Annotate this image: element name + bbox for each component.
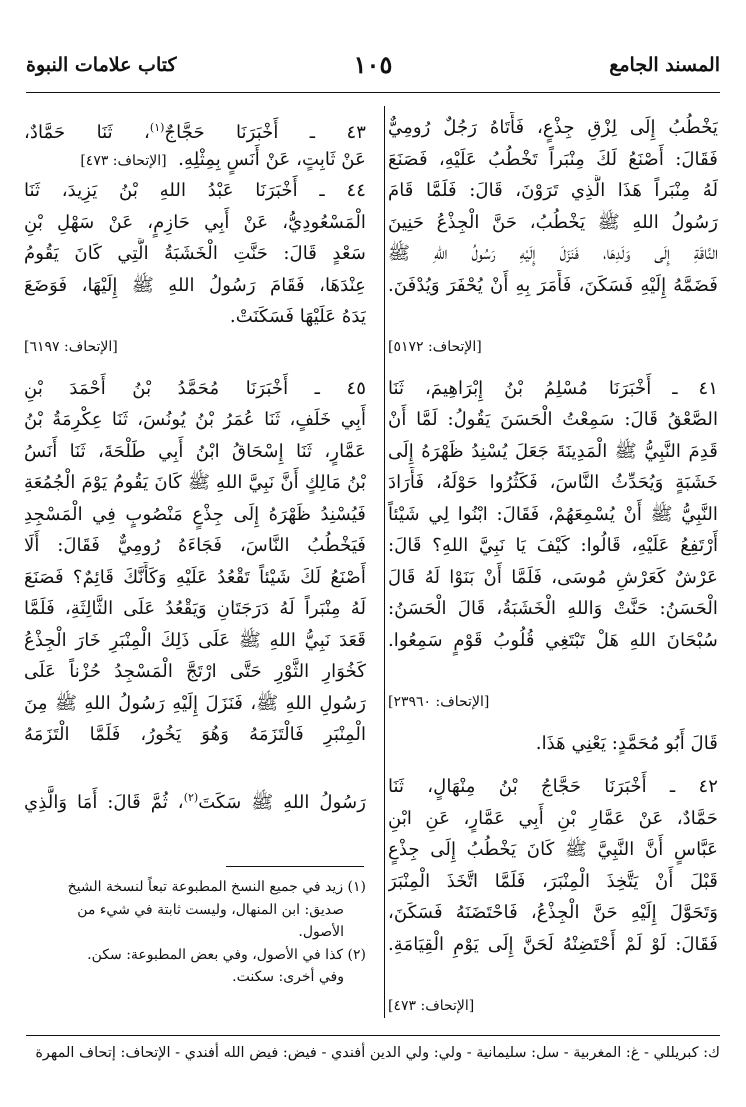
left-column (24, 112, 366, 814)
footer-rule (26, 1035, 720, 1036)
text-line: كَخُوَارِ الثَّوْرِ حَتَّى ارْتَجَّ الْمَسْجِدُ حُزْناً عَلَى (24, 661, 366, 682)
text-line: يَدَهُ عَلَيْهَا فَسَكَنَتْ. (229, 306, 366, 327)
header-rule (26, 92, 720, 93)
text-line: الْحَسَنُ: حَنَّتْ وَاللهِ الْخَشَبَةُ، قَالَ الْحَسَنُ: (388, 598, 718, 619)
column-divider (384, 106, 385, 1018)
text-line: عَمَّارٍ، ثَنَا إِسْحَاقُ ابْنُ أَبِي طَلْحَةَ، ثَنَا أَنَسُ (24, 440, 366, 462)
text-line: أَصْنَعُ لَكَ شَيْئاً تَقْعُدُ عَلَيْهِ وَكَأَنَّكَ قَائِمٌ؟ فَصَنَعَ (24, 566, 366, 588)
text-line: حَمَّادٌ، عَنْ عَمَّارِ بْنِ أَبِي عَمَّارٍ، عَنِ ابْنِ (388, 807, 718, 829)
text-line: عِنْدَهَا، فَقَامَ رَسُولُ اللهِ ﷺ إِلَيْهَا، فَوَضَعَ (24, 274, 366, 296)
manuscript-sigla-legend: ك: كبريللي - غ: المغربية - سل: سليمانية - ولي: ولي الدين أفندي - فيض: فيض الله أفندي - الإتحاف: إتحاف المهرة (35, 1045, 720, 1061)
hadith-43-start: ٤٣ ـ أَخْبَرَنَا حَجَّاجٌ$^{(١)}$، ثَنَا حَمَّادٌ، (24, 121, 366, 144)
footnote-2: (٢) كذا في الأصول، وفي بعض المطبوعة: سكن. (87, 946, 366, 963)
footnote-rule (226, 866, 364, 867)
ithaf-reference: [الإتحاف: ٤٧٣] (80, 152, 167, 169)
text-line: عَبَّاسٍ أَنَّ النَّبِيَّ ﷺ كَانَ يَخْطُبُ إِلَى جِذْعٍ (388, 839, 718, 860)
text-line: الْمَسْعُودِيُّ، عَنْ أَبِي حَازِمٍ، عَنْ سَهْلِ بْنِ (24, 211, 366, 233)
hadith-42-start: ٤٢ ـ أَخْبَرَنَا حَجَّاجُ بْنُ مِنْهَالٍ، ثَنَا (388, 776, 718, 797)
text-line (24, 751, 366, 783)
text-line: النَّبِيُّ ﷺ أَنْ يُسْمِعَهُمْ، فَقَالَ: ابْنُوا لِي شَيْئاً (388, 503, 718, 525)
text-line: قَالَ أَبُو مُحَمَّدٍ: يَعْنِي هَذَا. (535, 732, 718, 754)
text-line: بْنُ مَالِكٍ أَنَّ نَبِيَّ اللهِ ﷺ كَانَ يَقُومُ يَوْمَ الْجُمُعَةِ (24, 472, 366, 493)
text-line: الصَّعْقُ قَالَ: سَمِعْتُ الْحَسَنَ يَقُولُ: لَمَّا أَنْ (388, 409, 718, 430)
text-line: وَتَحَوَّلَ إِلَيْهِ حَنَّ الْجِذْعُ، فَاحْتَضَنَهُ فَسَكَنَ، (388, 902, 718, 923)
ithaf-reference: [الإتحاف: ٥١٧٢] (388, 338, 482, 355)
page-number: ١٠٥ (353, 50, 393, 79)
text-line: رَسُولُ اللهِ ﷺ سَكَتَ$^{(٢)}$، ثُمَّ قَالَ: أَمَا وَالَّذِي (24, 791, 366, 814)
footnote-2-cont: وفي أخرى: سكنت. (232, 969, 344, 985)
text-line (388, 960, 718, 992)
text-line: سُبْحَانَ اللهِ هَلْ تَبْتَغِي قُلُوبُ قَوْمٍ سَمِعُوا. (388, 629, 718, 651)
text-line: قَدِمَ النَّبِيُّ ﷺ الْمَدِينَةَ جَعَلَ يُسْنِدُ ظَهْرَهُ إِلَى (388, 440, 718, 462)
right-column (388, 112, 718, 1020)
text-line: فَقَالَ: أَصْنَعُ لَكَ مِنْبَراً تَخْطُبُ عَلَيْهِ، فَصَنَعَ (388, 148, 718, 170)
footnote-1-cont: الأصول. (298, 924, 344, 940)
ithaf-reference: [الإتحاف: ٦١٩٧] (24, 338, 118, 355)
text-line: عَرْشٌ كَعَرْشِ مُوسَى، فَلَمَّا أَنْ بَنَوْا لَهُ قَالَ (388, 566, 718, 588)
text-line: الْمِنْبَرِ فَالْتَزَمَهُ وَهُوَ يَخُورُ، فَلَمَّا الْتَزَمَهُ (24, 724, 366, 745)
text-line: يَخْطُبُ إِلَى لِزْقِ جِذْعٍ، فَأَتَاهُ رَجُلٌ رُومِيٌّ (388, 117, 718, 138)
chapter-title: كتاب علامات النبوة (26, 54, 177, 76)
text-line: سَعْدٍ قَالَ: حَنَّتِ الْخَشَبَةُ الَّتِي كَانَ يَقُومُ (24, 243, 366, 264)
text-line: لَهُ مِنْبَراً لَهُ دَرَجَتَانِ وَيَقْعُدُ عَلَى الثَّالِثَةِ، فَلَمَّا (24, 598, 366, 619)
footnote-marker: (١) (149, 121, 165, 134)
text-line: فَضَمَّهُ إِلَيْهِ فَسَكَنَ، فَأَمَرَ بِهِ أَنْ يُحْفَرَ وَيُدْفَنَ. (388, 274, 718, 296)
text-line: فَيُسْنِدُ ظَهْرَهُ إِلَى جِذْعٍ مَنْصُوبٍ فِي الْمَسْجِدِ (24, 503, 366, 525)
text-line: عَنْ ثَابِتٍ، عَنْ أَنَسٍ بِمِثْلِهِ. [الإتحاف: ٤٧٣] (80, 148, 366, 170)
text-line: أَرْتَفِعُ عَلَيْهِ، قَالُوا: كَيْفَ يَا نَبِيَّ اللهِ؟ قَالَ: (388, 535, 718, 556)
text-line (388, 656, 718, 688)
text-line: خَشَبَةٍ وَيُحَدِّثُ النَّاسَ، فَكَثُرُوا حَوْلَهُ، فَأَرَادَ (388, 472, 718, 493)
footnote-marker: (٢) (183, 791, 199, 804)
text-line: رَسُولِ اللهِ ﷺ، فَنَزَلَ إِلَيْهِ رَسُولُ اللهِ ﷺ مِنَ (24, 692, 366, 714)
footnotes (24, 876, 366, 989)
hadith-44-start: ٤٤ ـ أَخْبَرَنَا عَبْدُ اللهِ بْنُ يَزِيدَ، ثَنَا (24, 180, 366, 201)
text-line: قَعَدَ نَبِيُّ اللهِ ﷺ عَلَى ذَلِكَ الْمِنْبَرِ خَارَ الْجِذْعُ (24, 629, 366, 651)
text-line (388, 301, 718, 333)
footnote-1-cont: صديق: ابن المنهال، وليست ثابتة في شيء من (77, 901, 344, 918)
text-line: فَيَخْطُبُ النَّاسَ، فَجَاءَهُ رُومِيٌّ فَقَالَ: أَلَا (24, 535, 366, 556)
ithaf-reference: [الإتحاف: ٢٣٩٦٠] (388, 693, 490, 710)
text-line: لَهُ مِنْبَراً هَذَا الَّذِي تَرَوْنَ، قَالَ: فَلَمَّا قَامَ (388, 180, 718, 201)
text-line: رَسُولُ اللهِ ﷺ يَخْطُبُ، حَنَّ الْجِذْعُ حَنِينَ (388, 211, 718, 233)
hadith-41-start: ٤١ ـ أَخْبَرَنَا مُسْلِمُ بْنُ إِبْرَاهِيمَ، ثَنَا (388, 377, 718, 399)
hadith-45-start: ٤٥ ـ أَخْبَرَنَا مُحَمَّدُ بْنُ أَحْمَدَ بْنِ (24, 377, 366, 399)
running-header (26, 50, 720, 90)
ithaf-reference: [الإتحاف: ٤٧٣] (388, 997, 475, 1014)
text-line: فَقَالَ: لَوْ لَمْ أَحْتَضِنْهُ لَحَنَّ إِلَى يَوْمِ الْقِيَامَةِ. (388, 933, 718, 955)
text-line: أَبِي خَلَفٍ، ثَنَا عُمَرُ بْنُ يُونُسَ، ثَنَا عِكْرِمَةُ بْنُ (24, 409, 366, 430)
text-line: النَّاقَةِ إِلَى وَلَدِهَا، فَنَزَلَ إِلَيْهِ رَسُولُ اللهِ ﷺ (388, 243, 718, 264)
footnote-1: (١) زيد في جميع النسخ المطبوعة تبعاً لنسخة الشيخ (67, 879, 366, 895)
book-title: المسند الجامع (609, 54, 720, 76)
text-line: قَبْلَ أَنْ يَتَّخِذَ الْمِنْبَرَ، فَلَمَّا اتَّخَذَ الْمِنْبَرَ (388, 870, 718, 892)
